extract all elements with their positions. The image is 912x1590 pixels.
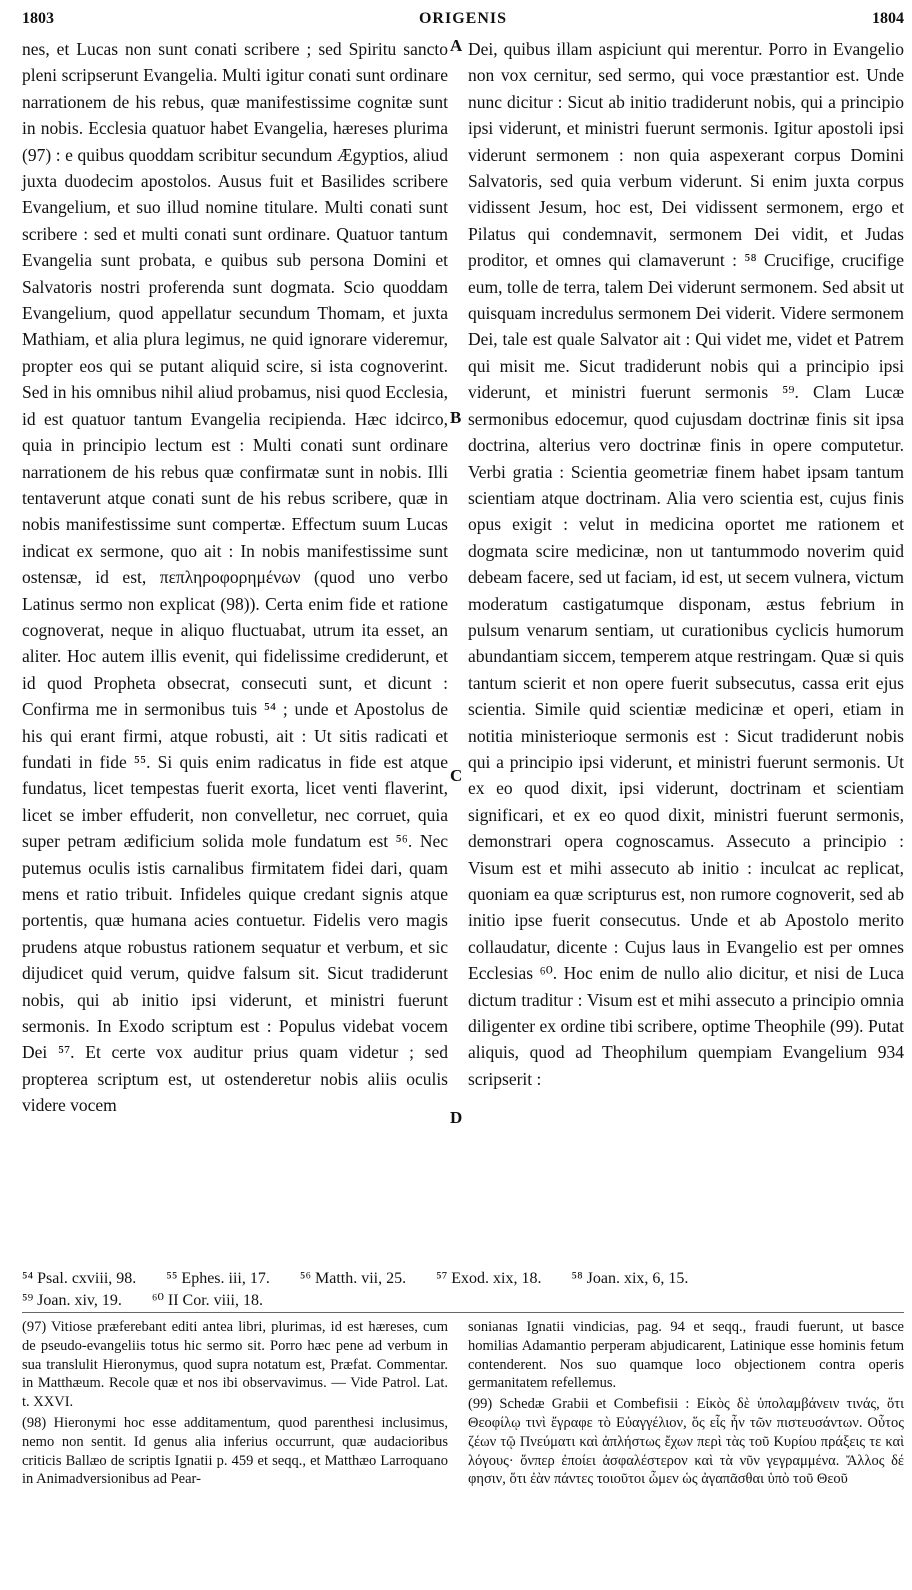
scripture-ref: ⁶⁰ II Cor. viii, 18. <box>151 1292 263 1309</box>
footnote-98: (98) Hieronymi hoc esse additamentum, quod parenthesi inclusimus, nemo non sentit. Id genus alia inferius occurrunt, quæ audacioribus criticis Ballæo de scriptis Ignatii p. 459 et seqq., et Matthæo Larroquano in Animadversionibus ad Pear- <box>22 1414 448 1488</box>
scripture-references <box>22 1268 904 1312</box>
scripture-ref: ⁵⁵ Ephes. iii, 17. <box>166 1270 270 1287</box>
column-number-right: 1804 <box>872 10 904 27</box>
running-header <box>22 10 904 32</box>
scripture-ref: ⁵⁴ Psal. cxviii, 98. <box>22 1270 137 1287</box>
right-text-column <box>468 36 904 1092</box>
left-text-column <box>22 36 448 1119</box>
footnote-divider <box>22 1312 904 1313</box>
right-column-paragraph: Dei, quibus illam aspiciunt qui merentur. Porro in Evangelio non vox cernitur, sed sermo, qui voce præstantior est. Unde nunc dicitur : Sicut ab initio tradiderunt nobis, qui a principio ipsi viderunt, et ministri fuerunt sermonis. Igitur apostoli ipsi viderunt sermonem : non quia aspexerant corpus Domini Salvatoris, sed quia verbum viderunt. Si enim juxta corpus vidissent Jesum, hoc est, Dei vidissent sermonem, ergo et Pilatus qui condemnavit, sermonem Dei vidit, et Judas proditor, et omnes qui clamaverunt : ⁵⁸ Crucifige, crucifige eum, tolle de terra, talem Dei viderunt sermonem. Sed absit ut quisquam incredulus sermonem Dei viderit. Videre sermonem Dei, tale est quale Salvator ait : Qui videt me, videt et Patrem qui misit me. Sicut tradiderunt nobis qui a principio ipsi viderunt, et ministri fuerunt sermonis ⁵⁹. Clam Lucæ sermonibus edocemur, quod cujusdam doctrinæ finis sit ipsa doctrina, alterius vero doctrinæ finis in opere computetur. Verbi gratia : Scientia geometriæ finem habet ipsam tantum scientiam atque doctrinam. Alia vero scientia est, cujus finis opus exigit : velut in medicina oportet me rationem et dogmata scire medicinæ, non ut tantummodo noverim quid debeam facere, sed ut faciam, id est, ut secem vulnera, victum moderatum castigatumque disponam, æstus febrium in pulsum venarum sentiam, ut curationibus cyclicis humorum abundantiam siccem, temperem atque restringam. Quæ si quis tantum scierit et non opere fuerit subsecutus, cassa erit ejus scientia. Simile quid scientiæ medicinæ et operi, etiam in notitia ministerioque sermonis est : Sicut tradiderunt nobis qui a principio ipsi viderunt, et ministri fuerunt sermonis. Ut ex eo quod dixit, ipsi viderunt, doctrinam et scientiam significari, et ex eo quod dixit, ministri fuerunt sermonis, demonstrari opera cognoscamus. Assecuto a principio : Visum est et mihi assecuto ab initio : inculcat ac replicat, quoniam ea quæ scripturus est, non rumore cognoverit, sed ab initio ipse fuerit consecutus. Unde et ab Apostolo merito collaudatur, dicente : Cujus laus in Evangelio est per omnes Ecclesias ⁶⁰. Hoc enim de nullo alio dicitur, et nisi de Luca dictum traditur : Visum est et mihi assecuto a principio omnia diligenter ex ordine tibi scribere, optime Theophile (99). Putat aliquis, quod ad Theophilum quempiam Evangelium 934 scripserit : <box>468 39 904 1089</box>
margin-marker-c: C <box>450 766 463 785</box>
scripture-ref: ⁵⁶ Matth. vii, 25. <box>299 1270 407 1287</box>
footnote-99: (99) Schedæ Grabii et Combefisii : Εἰκὸς δὲ ὑπολαμβάνειν τινάς, ὅτι Θεοφίλῳ τινὶ ἔγραφε τὸ Εὐαγγέλιον, ὅς εἷς ἦν τῶν πιστευσάντων. Οὗτος ζέων τῷ Πνεύματι καὶ ἀπλήστως ἔχων περὶ τὰς τοῦ Κυρίου πράξεις τε καὶ λόγους· ὅνπερ ἐποίει ἀσφαλέστερον καὶ τὰ νῦν γεγραμμένα. Ἄλλος δέ φησιν, ὅτι ἐὰν πάντες τοιοῦτοι ὦμεν ὡς ἀγαπᾶσθαι ὑπὸ τοῦ Θεοῦ <box>468 1396 904 1488</box>
footnotes-left <box>22 1318 448 1491</box>
scripture-ref: ⁵⁷ Exod. xix, 18. <box>436 1270 542 1287</box>
running-title: ORIGENIS <box>418 10 508 27</box>
footnote-97: (97) Vitiose præferebant editi antea libri, plurimas, id est hæreses, cum de pseudo-evangeliis totus hic sermo sit. Porro hæc pene ad verbum in sua translulit Hieronymus, quod supra notatum est, Præfat. Commentar. in Matthæum. Recole quæ et nos ibi observavimus. — Vide Patrol. Lat. t. XXVI. <box>22 1319 448 1411</box>
left-column-paragraph: nes, et Lucas non sunt conati scribere ; sed Spiritu sancto pleni scripserunt Evangelia. Multi igitur conati sunt ordinare narrationem de his rebus, quæ manifestissime cognitæ sunt in nobis. Ecclesia quatuor habet Evangelia, hæreses plurima (97) : e quibus quoddam scribitur secundum Ægyptios, aliud juxta duodecim apostolos. Ausus fuit et Basilides scribere Evangelium, et suo illud nomine titulare. Multi conati sunt scribere : sed et multi conati sunt ordinare. Quatuor tantum Evangelia sunt probata, e quibus sub persona Domini et Salvatoris nostri proferenda sunt dogmata. Scio quoddam Evangelium, quod appellatur secundum Thomam, et juxta Mathiam, et alia plura legimus, ne quid ignorare videremur, propter eos qui se putant aliquid scire, si ista cognoverint. Sed in his omnibus nihil aliud probamus, nisi quod Ecclesia, id est quatuor tantum Evangelia recipienda. Hæc idcirco, quia in principio lectum est : Multi conati sunt ordinare narrationem de his rebus quæ confirmatæ sunt in nobis. Illi tentaverunt atque conati sunt de his rebus scribere, quæ in nobis manifestissime sunt compertæ. Effectum suum Lucas indicat ex sermone, quo ait : In nobis manifestissime sunt ostensæ, id est, πεπληροφορημένων (quod uno verbo Latinus sermo non explicat (98)). Certa enim fide et ratione cognoverat, neque in aliquo fluctuabat, utrum ita esset, an aliter. Hoc autem illis evenit, qui fidelissime crediderunt, et id quod Propheta obsecrat, consecuti sunt, et dicunt : Confirma me in sermonibus tuis ⁵⁴ ; unde et Apostolus de his qui erant firmi, atque robusti, ait : Ut sitis radicati et fundati in fide ⁵⁵. Si quis enim radicatus in fide est atque fundatus, licet tempestas fuerit exorta, licet venti flaverint, licet se imber effuderit, non convelletur, nec corruet, quia super petram ædificium solida mole fundatum est ⁵⁶. Nec putemus oculis istis carnalibus firmitatem fidei dari, quam mens et ratio tribuit. Infideles quique credant signis atque portentis, quæ humana acies contuetur. Fidelis vero magis prudens atque robustus rationem sequatur et verbum, et sic dijudicet quid verum, quidve falsum sit. Sicut tradiderunt nobis, qui ab initio ipsi viderunt, et ministri fuerunt sermonis. In Exodo scriptum est : Populus videbat vocem Dei ⁵⁷. Et certe vox auditur prius quam videtur ; sed propterea scriptum est, ut ostenderetur nobis aliis oculis videre vocem <box>22 39 448 1116</box>
footnotes-right <box>468 1318 904 1491</box>
margin-marker-a: A <box>450 36 463 55</box>
margin-marker-d: D <box>450 1108 463 1127</box>
footnote-98-continued: sonianas Ignatii vindicias, pag. 94 et seqq., fraudi fuerunt, ut basce homilias Adamantio perperam abjudicarent, Latinique esse hominis fetum contenderent. Nos suo quamque loco objectionem contra operis germanitatem refellemus. <box>468 1319 904 1392</box>
margin-marker-b: B <box>450 408 462 427</box>
scripture-ref: ⁵⁹ Joan. xiv, 19. <box>22 1292 122 1309</box>
scripture-ref: ⁵⁸ Joan. xix, 6, 15. <box>571 1270 689 1287</box>
column-number-left: 1803 <box>22 10 54 27</box>
